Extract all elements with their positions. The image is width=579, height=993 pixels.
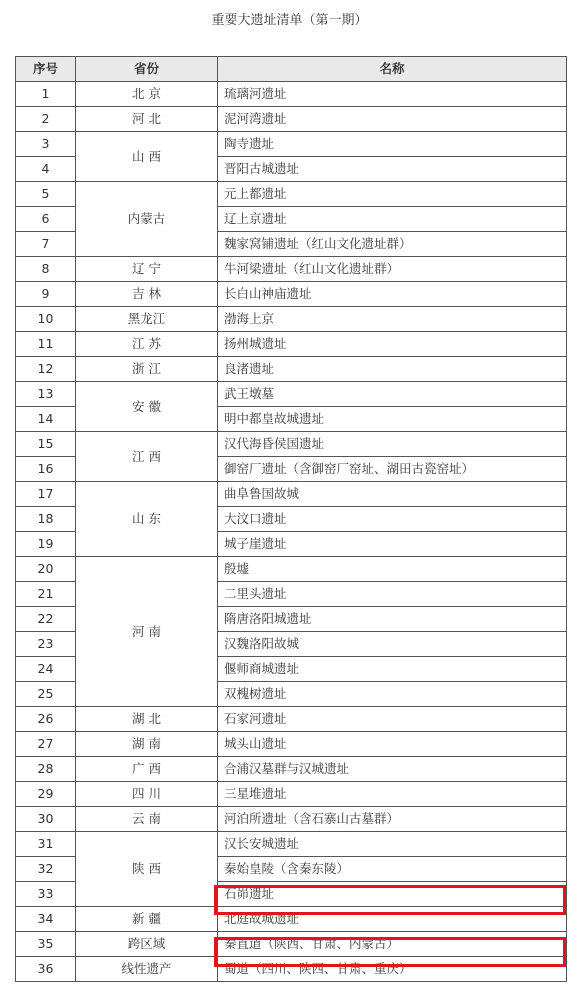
row-number: 10 xyxy=(16,307,76,332)
site-name-cell: 元上都遗址 xyxy=(218,182,567,207)
site-name-cell: 北庭故城遗址 xyxy=(218,907,567,932)
row-number: 27 xyxy=(16,732,76,757)
row-number: 36 xyxy=(16,957,76,982)
province-cell: 广 西 xyxy=(76,757,218,782)
province-cell: 河 南 xyxy=(76,557,218,707)
row-number: 12 xyxy=(16,357,76,382)
province-cell: 湖 南 xyxy=(76,732,218,757)
table-row xyxy=(16,257,567,282)
row-number: 23 xyxy=(16,632,76,657)
site-name-cell: 汉长安城遗址 xyxy=(218,832,567,857)
page-title: 重要大遗址清单（第一期） xyxy=(211,13,368,28)
row-number: 5 xyxy=(16,182,76,207)
site-name-cell: 扬州城遗址 xyxy=(218,332,567,357)
site-name-cell: 辽上京遗址 xyxy=(218,207,567,232)
province-cell: 浙 江 xyxy=(76,357,218,382)
table-row xyxy=(16,707,567,732)
table-row xyxy=(16,357,567,382)
row-number: 1 xyxy=(16,82,76,107)
province-cell: 辽 宁 xyxy=(76,257,218,282)
row-number: 13 xyxy=(16,382,76,407)
row-number: 24 xyxy=(16,657,76,682)
table-row xyxy=(16,482,567,507)
table-row xyxy=(16,957,567,982)
province-cell: 内蒙古 xyxy=(76,182,218,257)
site-name-cell: 渤海上京 xyxy=(218,307,567,332)
table-row xyxy=(16,832,567,857)
site-name-cell: 蜀道（四川、陕西、甘肃、重庆） xyxy=(218,957,567,982)
site-name-cell: 牛河梁遗址（红山文化遗址群） xyxy=(218,257,567,282)
site-name-cell: 良渚遗址 xyxy=(218,357,567,382)
site-name-cell: 泥河湾遗址 xyxy=(218,107,567,132)
site-name-cell: 殷墟 xyxy=(218,557,567,582)
province-cell: 四 川 xyxy=(76,782,218,807)
province-cell: 跨区域 xyxy=(76,932,218,957)
site-name-cell: 魏家窝铺遗址（红山文化遗址群） xyxy=(218,232,567,257)
row-number: 35 xyxy=(16,932,76,957)
site-name-cell: 秦始皇陵（含秦东陵） xyxy=(218,857,567,882)
row-number: 11 xyxy=(16,332,76,357)
table-row xyxy=(16,757,567,782)
site-name-cell: 武王墩墓 xyxy=(218,382,567,407)
table-row xyxy=(16,132,567,157)
site-name-cell: 二里头遗址 xyxy=(218,582,567,607)
row-number: 4 xyxy=(16,157,76,182)
province-cell: 安 徽 xyxy=(76,382,218,432)
table-row xyxy=(16,282,567,307)
site-name-cell-highlighted: 秦直道（陕西、甘肃、内蒙古） xyxy=(218,932,567,957)
site-name-cell: 长白山神庙遗址 xyxy=(218,282,567,307)
row-number: 21 xyxy=(16,582,76,607)
row-number: 28 xyxy=(16,757,76,782)
table-row xyxy=(16,807,567,832)
site-name-cell: 汉代海昏侯国遗址 xyxy=(218,432,567,457)
site-name-cell: 大汶口遗址 xyxy=(218,507,567,532)
province-cell: 河 北 xyxy=(76,107,218,132)
site-name-cell: 偃师商城遗址 xyxy=(218,657,567,682)
site-name-cell: 御窑厂遗址（含御窑厂窑址、湖田古瓷窑址） xyxy=(218,457,567,482)
site-name-cell: 石家河遗址 xyxy=(218,707,567,732)
row-number: 22 xyxy=(16,607,76,632)
table-header-row xyxy=(16,57,567,82)
province-cell: 新 疆 xyxy=(76,907,218,932)
table-row xyxy=(16,557,567,582)
site-name-cell: 汉魏洛阳故城 xyxy=(218,632,567,657)
province-cell: 云 南 xyxy=(76,807,218,832)
site-name-cell: 双槐树遗址 xyxy=(218,682,567,707)
site-name-cell: 隋唐洛阳城遗址 xyxy=(218,607,567,632)
province-cell: 山 西 xyxy=(76,132,218,182)
row-number: 25 xyxy=(16,682,76,707)
table-row xyxy=(16,732,567,757)
heritage-sites-table xyxy=(15,56,567,982)
row-number: 15 xyxy=(16,432,76,457)
province-cell: 江 西 xyxy=(76,432,218,482)
site-name-cell: 河泊所遗址（含石寨山古墓群） xyxy=(218,807,567,832)
table-row xyxy=(16,382,567,407)
row-number: 31 xyxy=(16,832,76,857)
row-number: 14 xyxy=(16,407,76,432)
row-number: 16 xyxy=(16,457,76,482)
header-province: 省份 xyxy=(76,57,218,82)
row-number: 26 xyxy=(16,707,76,732)
table-row xyxy=(16,182,567,207)
province-cell: 山 东 xyxy=(76,482,218,557)
site-name-cell-highlighted: 石峁遗址 xyxy=(218,882,567,907)
header-name: 名称 xyxy=(218,57,567,82)
row-number: 9 xyxy=(16,282,76,307)
row-number: 20 xyxy=(16,557,76,582)
site-name-cell: 城子崖遗址 xyxy=(218,532,567,557)
row-number: 18 xyxy=(16,507,76,532)
row-number: 7 xyxy=(16,232,76,257)
site-name-cell: 琉璃河遗址 xyxy=(218,82,567,107)
province-cell: 陕 西 xyxy=(76,832,218,907)
table-row xyxy=(16,782,567,807)
province-cell: 吉 林 xyxy=(76,282,218,307)
province-cell: 湖 北 xyxy=(76,707,218,732)
row-number: 34 xyxy=(16,907,76,932)
province-cell: 线性遗产 xyxy=(76,957,218,982)
row-number: 3 xyxy=(16,132,76,157)
table-row xyxy=(16,907,567,932)
row-number: 8 xyxy=(16,257,76,282)
site-name-cell: 陶寺遗址 xyxy=(218,132,567,157)
site-name-cell: 明中都皇故城遗址 xyxy=(218,407,567,432)
row-number: 32 xyxy=(16,857,76,882)
table-row xyxy=(16,82,567,107)
table-row xyxy=(16,932,567,957)
table-row xyxy=(16,332,567,357)
table-row xyxy=(16,107,567,132)
row-number: 29 xyxy=(16,782,76,807)
province-cell: 黑龙江 xyxy=(76,307,218,332)
site-name-cell: 城头山遗址 xyxy=(218,732,567,757)
row-number: 17 xyxy=(16,482,76,507)
row-number: 33 xyxy=(16,882,76,907)
table-row xyxy=(16,432,567,457)
header-number: 序号 xyxy=(16,57,76,82)
table-row xyxy=(16,307,567,332)
site-name-cell: 三星堆遗址 xyxy=(218,782,567,807)
row-number: 19 xyxy=(16,532,76,557)
site-name-cell: 晋阳古城遗址 xyxy=(218,157,567,182)
row-number: 2 xyxy=(16,107,76,132)
row-number: 6 xyxy=(16,207,76,232)
province-cell: 北 京 xyxy=(76,82,218,107)
site-name-cell: 曲阜鲁国故城 xyxy=(218,482,567,507)
province-cell: 江 苏 xyxy=(76,332,218,357)
row-number: 30 xyxy=(16,807,76,832)
site-name-cell: 合浦汉墓群与汉城遗址 xyxy=(218,757,567,782)
